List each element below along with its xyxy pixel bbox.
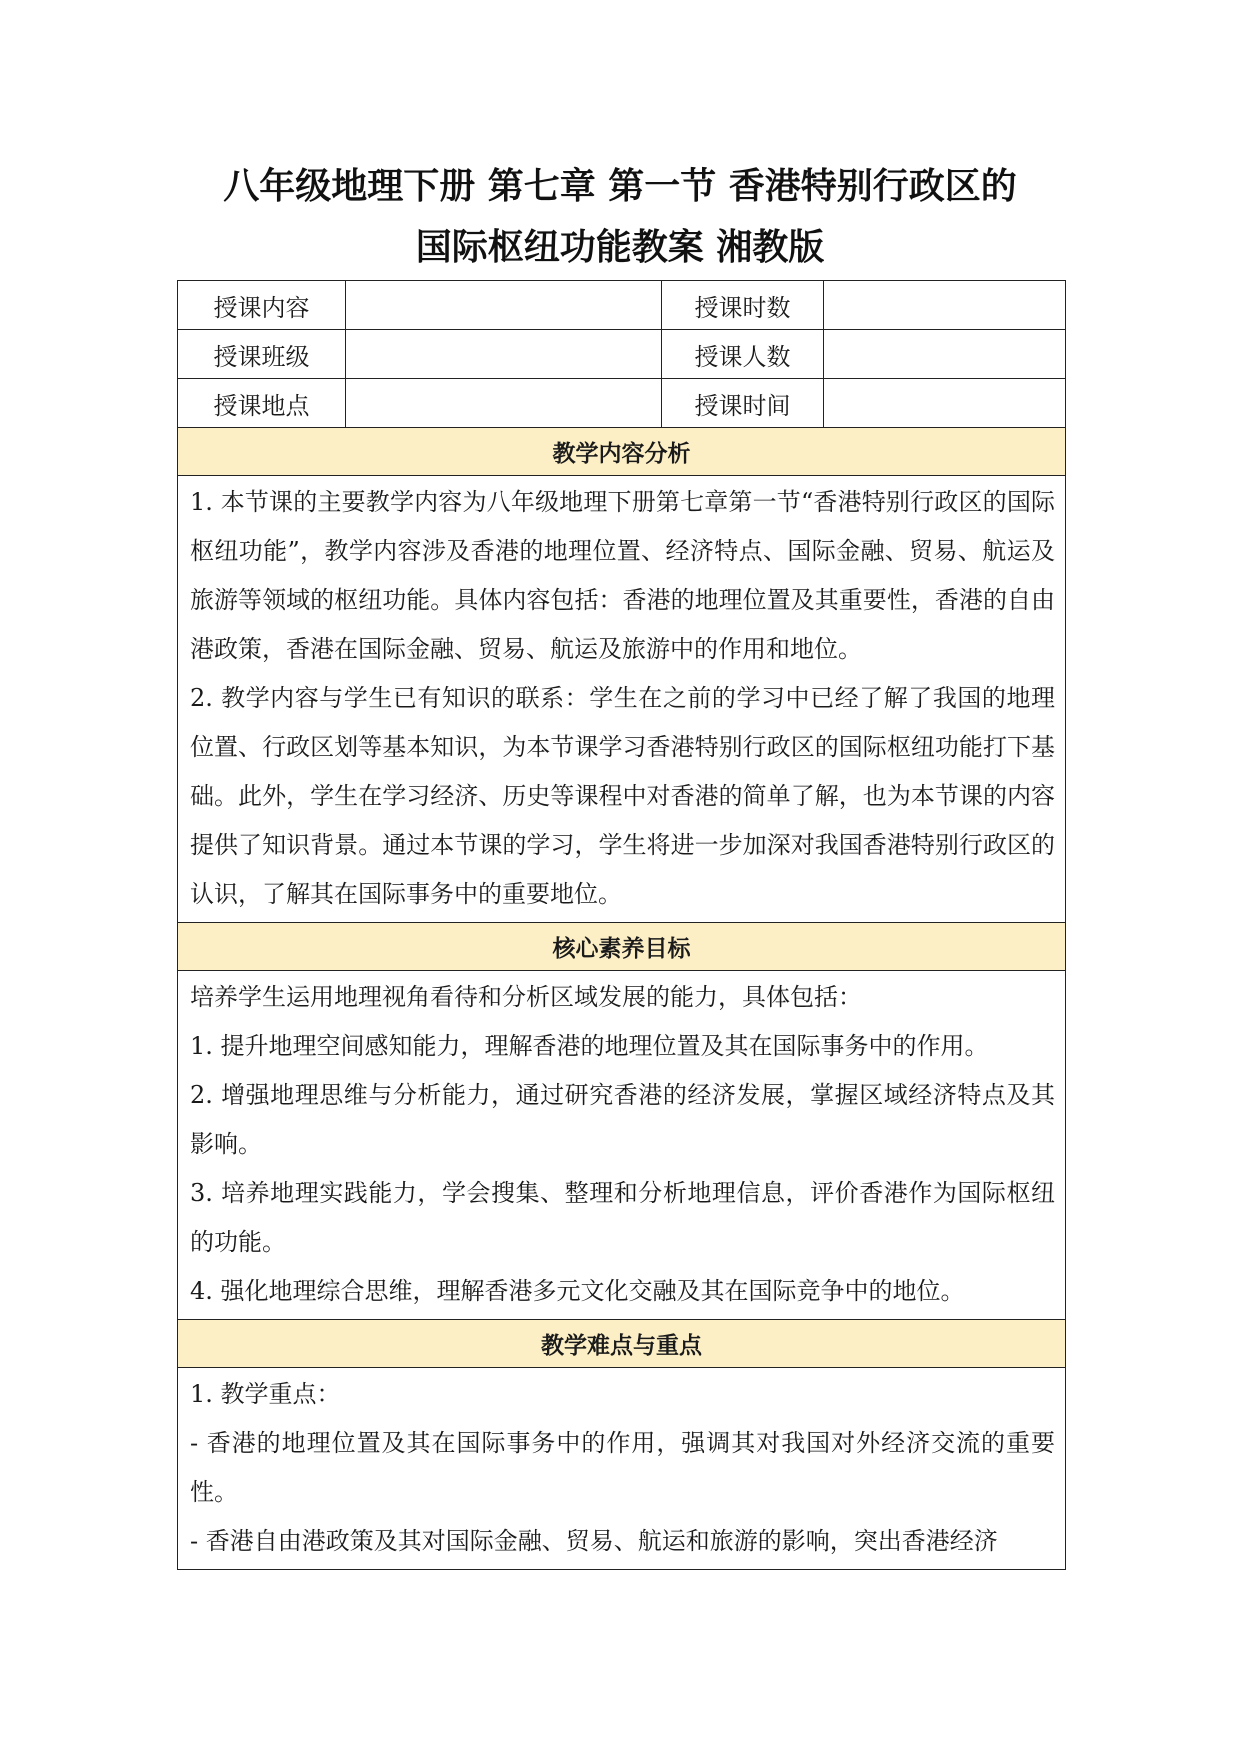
- paragraph: - 香港自由港政策及其对国际金融、贸易、航运和旅游的影响，突出香港经济: [190, 1527, 998, 1555]
- paragraph: 4. 强化地理综合思维，理解香港多元文化交融及其在国际竞争中的地位。: [190, 1277, 965, 1305]
- paragraph: 1. 本节课的主要教学内容为八年级地理下册第七章第一节“香港特别行政区的国际枢纽功能”，教学内容涉及香港的地理位置、经济特点、国际金融、贸易、航运及旅游等领域的枢纽功能。具体内容包括：香港的地理位置及其重要性，香港的自由港政策，香港在国际金融、贸易、航运及旅游中的作用和地位。: [190, 488, 1055, 663]
- section-body-difficulties: [178, 1368, 1066, 1570]
- section-heading-row: [178, 923, 1066, 971]
- lesson-plan-table: [177, 280, 1066, 1570]
- paragraph: 2. 增强地理思维与分析能力，通过研究香港的经济发展，掌握区域经济特点及其影响。: [190, 1081, 1055, 1158]
- label-lesson-time: 授课时间: [662, 379, 824, 428]
- value-lesson-content: [346, 281, 662, 330]
- value-lesson-class: [346, 330, 662, 379]
- section-heading-row: [178, 428, 1066, 476]
- section-body-content-analysis: [178, 476, 1066, 923]
- section-heading-row: [178, 1320, 1066, 1368]
- document-title-line-2: 国际枢纽功能教案 湘教版: [415, 227, 825, 268]
- value-lesson-location: [346, 379, 662, 428]
- value-lesson-time: [824, 379, 1066, 428]
- paragraph: 1. 提升地理空间感知能力，理解香港的地理位置及其在国际事务中的作用。: [190, 1032, 989, 1060]
- section-heading-difficulties: 教学难点与重点: [178, 1320, 1066, 1368]
- section-body-row: [178, 476, 1066, 923]
- section-body-core-literacy: [178, 971, 1066, 1320]
- paragraph: - 香港的地理位置及其在国际事务中的作用，强调其对我国对外经济交流的重要性。: [190, 1429, 1055, 1506]
- info-row-class: [178, 330, 1066, 379]
- value-student-count: [824, 330, 1066, 379]
- label-student-count: 授课人数: [662, 330, 824, 379]
- paragraph: 1. 教学重点：: [190, 1380, 341, 1408]
- label-lesson-location: 授课地点: [178, 379, 346, 428]
- paragraph: 培养学生运用地理视角看待和分析区域发展的能力，具体包括：: [190, 983, 862, 1011]
- label-lesson-hours: 授课时数: [662, 281, 824, 330]
- paragraph: 2. 教学内容与学生已有知识的联系：学生在之前的学习中已经了解了我国的地理位置、行政区划等基本知识，为本节课学习香港特别行政区的国际枢纽功能打下基础。此外，学生在学习经济、历史等课程中对香港的简单了解，也为本节课的内容提供了知识背景。通过本节课的学习，学生将进一步加深对我国香港特别行政区的认识，了解其在国际事务中的重要地位。: [190, 684, 1055, 908]
- document-title-line-1: 八年级地理下册 第七章 第一节 香港特别行政区的: [223, 166, 1017, 207]
- label-lesson-class: 授课班级: [178, 330, 346, 379]
- section-heading-core-literacy: 核心素养目标: [178, 923, 1066, 971]
- info-row-content: [178, 281, 1066, 330]
- paragraph: 3. 培养地理实践能力，学会搜集、整理和分析地理信息，评价香港作为国际枢纽的功能。: [190, 1179, 1055, 1256]
- info-row-location: [178, 379, 1066, 428]
- label-lesson-content: 授课内容: [178, 281, 346, 330]
- section-body-row: [178, 1368, 1066, 1570]
- value-lesson-hours: [824, 281, 1066, 330]
- section-body-row: [178, 971, 1066, 1320]
- section-heading-content-analysis: 教学内容分析: [178, 428, 1066, 476]
